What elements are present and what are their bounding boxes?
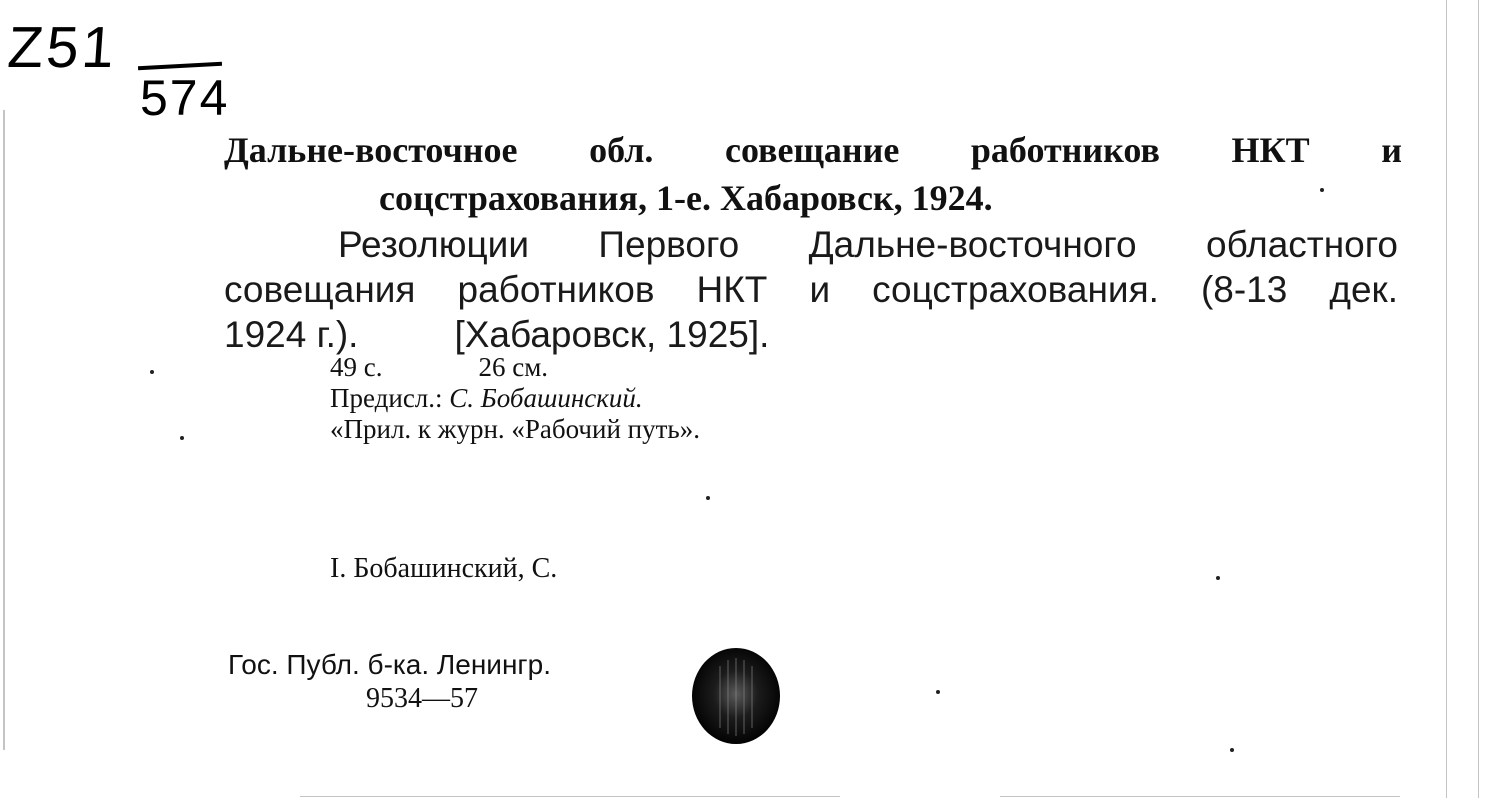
scan-guide-line — [3, 110, 5, 750]
page-count: 49 с. — [330, 352, 383, 382]
scan-speck — [706, 496, 710, 500]
scan-speck — [936, 690, 940, 694]
punch-hole — [690, 646, 782, 746]
shelfmark-rule — [138, 62, 222, 70]
scan-speck — [1230, 748, 1234, 752]
series-note: «Прил. к журн. «Рабочий путь». — [330, 414, 700, 444]
shelfmark-bottom: 574 — [140, 70, 230, 126]
scan-guide-line — [1000, 796, 1400, 797]
physical-description — [330, 352, 700, 383]
accession-number: 9534—57 — [366, 683, 478, 714]
title-date: 1924 г.). — [224, 314, 359, 355]
heading-line-2: соцстрахования, 1-е. Хабаровск, 1924. — [379, 178, 993, 218]
scan-speck — [150, 370, 154, 374]
added-entry-tracing: I. Бобашинский, С. — [330, 553, 558, 584]
holding-library — [228, 648, 551, 716]
scan-speck — [180, 436, 184, 440]
book-size: 26 см. — [478, 352, 549, 382]
publication-place-year: [Хабаровск, 1925]. — [454, 314, 770, 355]
library-name: Гос. Публ. б-ка. Ленингр. — [228, 649, 551, 680]
scan-guide-line — [1478, 0, 1479, 798]
scan-guide-line — [1446, 0, 1447, 798]
preface-note — [330, 383, 700, 414]
title-statement — [224, 222, 1398, 357]
scan-speck — [1216, 576, 1220, 580]
main-entry-heading — [224, 126, 1402, 222]
preface-label: Предисл.: — [330, 383, 443, 413]
heading-line-1: Дальне-восточное обл. совещание работников НКТ и — [224, 130, 1402, 170]
title-line-3 — [224, 312, 1398, 357]
card-details — [330, 352, 700, 445]
title-line-1: Резолюции Первого Дальне-восточного областного — [338, 224, 1398, 265]
preface-author: С. Бобашинский. — [449, 383, 643, 413]
shelfmark-top: Z51 — [5, 15, 120, 80]
title-line-2: совещания работников НКТ и соцстрахования. (8-13 дек. — [224, 269, 1398, 310]
shelfmark — [5, 15, 258, 126]
scan-guide-line — [300, 796, 840, 797]
scan-speck — [1320, 188, 1324, 192]
